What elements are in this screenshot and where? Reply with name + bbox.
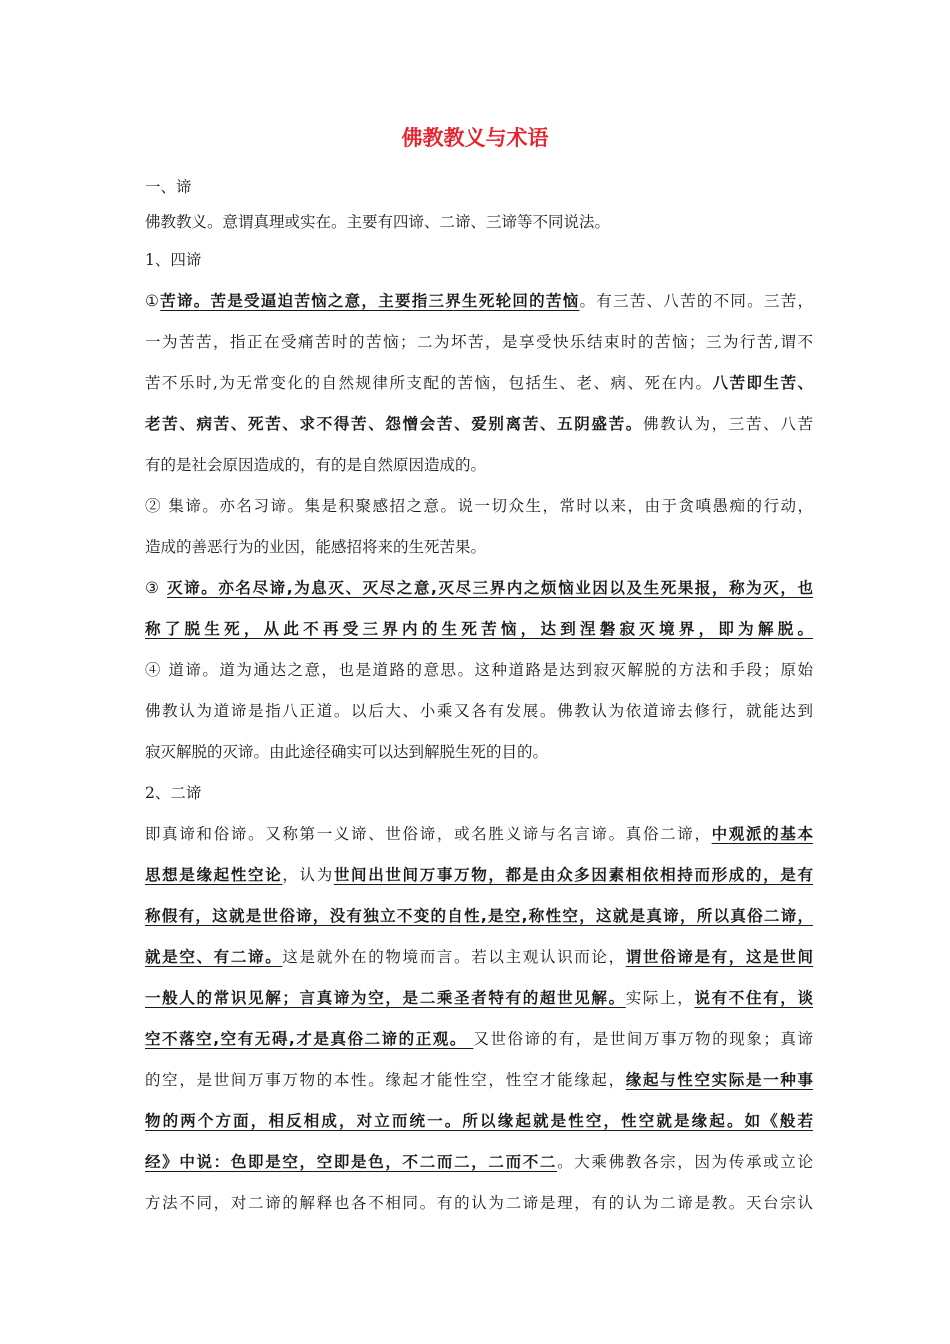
text-line [145,1142,813,1183]
text-segment: 。大乘佛教各宗，因为传承或立论 [557,1153,813,1171]
text-segment: ，认为 [282,866,334,884]
text-segment: 造成的善恶行为的业因，能感招将来的生死苦果。 [145,538,487,556]
text-segment: 实际上， [625,989,695,1007]
text-segment: 。有三苦、八苦的不同。三苦， [579,292,813,310]
emphasized-text: 思想是缘起性空论 [145,866,283,884]
text-segment: 佛教教义。意谓真理或实在。主要有四谛、二谛、三谛等不同说法。 [145,213,611,231]
text-line [145,1183,813,1224]
text-segment: ④ 道谛。道为通达之意，也是道路的意思。这种道路是达到寂灭解脱的方法和手段；原始 [145,661,813,679]
text-segment: 1、四谛 [145,251,202,269]
text-line [145,1019,813,1060]
emphasized-text: 苦谛。苦是受逼迫苦恼之意，主要指三界生死轮回的苦恼 [160,292,580,310]
text-line [145,445,813,486]
text-line [145,691,813,732]
emphasized-text: 谓世俗谛是有，这是世间 [625,948,813,966]
text-line [145,773,813,814]
emphasized-text: 老苦、病苦、死苦、求不得苦、怨憎会苦、爱别离苦、五阴盛苦。 [145,415,643,433]
emphasized-text: 称了脱生死，从此不再受三界内的生死苦恼，达到涅磐寂灭境界，即为解脱。 [145,620,813,638]
text-segment: 寂灭解脱的灭谛。由此途径确实可以达到解脱生死的目的。 [145,743,549,761]
text-line [145,568,813,609]
emphasized-text: 灭谛。亦名尽谛,为息灭、灭尽之意,灭尽三界内之烦恼业因以及生死果报，称为灭，也 [167,579,814,597]
emphasized-text: 缘起与性空实际是一种事 [625,1071,813,1089]
text-line [145,240,813,281]
text-line [145,205,813,240]
emphasized-text: 八苦即生苦、 [712,374,813,392]
text-line [145,650,813,691]
text-segment: 一为苦苦，指正在受痛苦时的苦恼；二为坏苦，是享受快乐结束时的苦恼；三为行苦,谓不 [145,333,813,351]
emphasized-text: 中观派的基本 [711,825,813,843]
emphasized-text: 空不落空,空有无碍,才是真俗二谛的正观。 [145,1030,467,1048]
text-line [145,814,813,855]
emphasized-text: 说有不住有，谈 [694,989,813,1007]
text-segment: 这是就外在的物境而言。若以主观认识而论， [282,948,626,966]
emphasized-text: 称假有，这就是世俗谛，没有独立不变的自性,是空,称性空，这就是真谛，所以真俗二谛， [145,907,813,925]
text-line [145,896,813,937]
text-segment: 又世俗谛的有，是世间万事万物的现象；真谛 [473,1030,813,1048]
emphasized-text: 物的两个方面，相反相成，对立而统一。所以缘起就是性空，性空就是缘起。如《般若 [145,1112,813,1130]
page-title: 佛教教义与术语 [401,126,549,150]
emphasized-text: 经》中说：色即是空，空即是色，不二而二，二而不二 [145,1153,558,1171]
text-segment: ③ [145,579,168,597]
text-segment: 苦不乐时,为无常变化的自然规律所支配的苦恼，包括生、老、病、死在内。 [145,374,713,392]
emphasized-text: 世间出世间万事万物，都是由众多因素相依相持而形成的，是有 [333,866,813,884]
emphasized-text: 就是空、有二谛。 [145,948,283,966]
text-line [145,732,813,773]
text-segment: ② 集谛。亦名习谛。集是积聚感招之意。说一切众生，常时以来，由于贪嗔愚痴的行动， [145,497,813,515]
text-line [145,609,813,650]
document-body [145,170,813,1224]
text-segment: 一、谛 [145,178,192,196]
text-line [145,855,813,896]
text-segment: 即真谛和俗谛。又称第一义谛、世俗谛，或名胜义谛与名言谛。真俗二谛， [145,825,712,843]
text-segment: 佛教认为，三苦、八苦 [642,415,813,433]
emphasized-text: 一般人的常识见解；言真谛为空，是二乘圣者特有的超世见解。 [145,989,626,1007]
text-segment: 的空，是世间万事万物的本性。缘起才能性空，性空才能缘起， [145,1071,626,1089]
text-line [145,322,813,363]
text-segment: 2、二谛 [145,784,202,802]
text-segment: ① [145,292,161,310]
text-line [145,1060,813,1101]
text-line [145,281,813,322]
text-line [145,404,813,445]
text-line [145,978,813,1019]
text-line [145,1101,813,1142]
text-line [145,486,813,527]
text-segment: 佛教认为道谛是指八正道。以后大、小乘又各有发展。佛教认为依道谛去修行，就能达到 [145,702,813,720]
text-segment: 方法不同，对二谛的解释也各不相同。有的认为二谛是理，有的认为二谛是教。天台宗认 [145,1194,813,1212]
text-line [145,937,813,978]
text-line [145,170,813,205]
text-line [145,527,813,568]
text-line [145,363,813,404]
text-segment: 有的是社会原因造成的，有的是自然原因造成的。 [145,456,487,474]
